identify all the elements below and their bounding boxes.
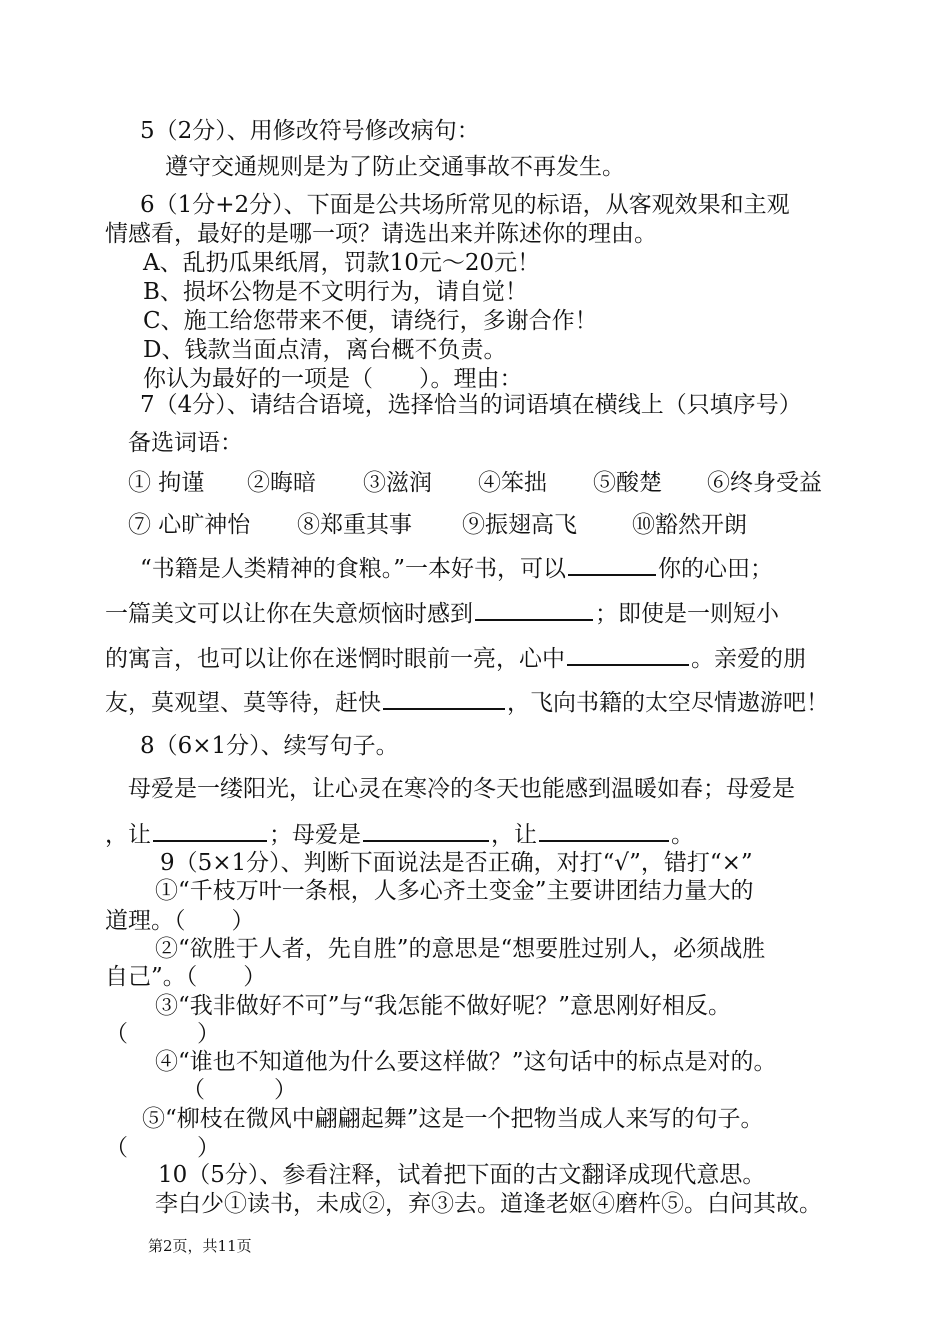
q7-word-9: ⑨振翅高飞 — [462, 512, 577, 538]
q7-title: 7（4分）、请结合语境，选择恰当的词语填在横线上（只填序号） — [140, 392, 802, 418]
q9-item-5-paren: （ ） — [105, 1135, 220, 1161]
q7-passage-text: “书籍是人类精神的食粮。”一本好书，可以 — [140, 556, 567, 582]
q5-sentence: 遵守交通规则是为了防止交通事故不再发生。 — [165, 154, 625, 180]
fill-blank[interactable] — [539, 818, 669, 842]
q8-line-2 — [105, 818, 694, 850]
q8-title: 8（6×1分）、续写句子。 — [140, 733, 399, 759]
q9-item-2-paren: 自己”。（ ） — [105, 964, 267, 990]
q9-item-3-paren: （ ） — [105, 1021, 220, 1047]
q7-word-bank-label: 备选词语： — [128, 430, 243, 456]
q9-item-2: ②“欲胜于人者，先自胜”的意思是“想要胜过别人，必须战胜 — [155, 936, 766, 962]
q7-word-6: ⑥终身受益 — [707, 470, 822, 496]
q7-passage-line-3 — [105, 642, 806, 674]
q7-word-8: ⑧郑重其事 — [297, 512, 412, 538]
q7-passage-text: 一篇美文可以让你在失意烦恼时感到 — [105, 601, 473, 627]
page-footer: 第2页，共11页 — [148, 1237, 252, 1255]
q7-word-4: ④笨拙 — [478, 470, 547, 496]
q6-option-a: A、乱扔瓜果纸屑，罚款10元～20元！ — [143, 250, 541, 276]
q10-title: 10（5分）、参看注释，试着把下面的古文翻译成现代意思。 — [158, 1162, 766, 1188]
q7-word-5: ⑤酸楚 — [593, 470, 662, 496]
fill-blank[interactable] — [383, 686, 505, 710]
q6-answer-prompt: 你认为最好的一项是（ ）。理由： — [143, 366, 523, 392]
q6-option-b: B、损坏公物是不文明行为，请自觉！ — [143, 279, 528, 305]
q7-passage-text: 友，莫观望、莫等待，赶快 — [105, 690, 381, 716]
q8-line-1: 母爱是一缕阳光，让心灵在寒冷的冬天也能感到温暖如春；母爱是 — [128, 776, 795, 802]
q9-item-4-paren: （ ） — [182, 1077, 297, 1103]
q6-title-2: 情感看，最好的是哪一项？请选出来并陈述你的理由。 — [105, 221, 657, 247]
q9-title: 9（5×1分）、判断下面说法是否正确，对打“√”，错打“×” — [160, 850, 753, 876]
q8-text: ，让 — [105, 822, 151, 848]
q10-text: 李白少①读书，未成②，弃③去。道逢老妪④磨杵⑤。白问其故。 — [155, 1191, 822, 1217]
q7-passage-line-4 — [105, 686, 829, 718]
q7-passage-text: 的寓言，也可以让你在迷惘时眼前一亮，心中 — [105, 646, 565, 672]
q9-item-1: ①“千枝万叶一条根，人多心齐土变金”主要讲团结力量大的 — [155, 878, 754, 904]
q7-passage-text: 。亲爱的朋 — [691, 646, 806, 672]
q8-text: 。 — [671, 822, 694, 848]
q7-word-2: ②晦暗 — [247, 470, 316, 496]
fill-blank[interactable] — [567, 642, 689, 666]
q7-word-10: ⑩豁然开朗 — [632, 512, 747, 538]
fill-blank[interactable] — [475, 597, 593, 621]
q9-item-3: ③“我非做好不可”与“我怎能不做好呢？”意思刚好相反。 — [155, 993, 732, 1019]
q6-option-d: D、钱款当面点清，离台概不负责。 — [143, 337, 507, 363]
q7-passage-text: ，飞向书籍的太空尽情遨游吧！ — [507, 690, 829, 716]
q7-passage-text: 你的心田； — [658, 556, 774, 582]
fill-blank[interactable] — [153, 818, 267, 842]
q6-option-c: C、施工给您带来不便，请绕行，多谢合作！ — [143, 308, 598, 334]
q7-word-7: ⑦ 心旷神怡 — [128, 512, 251, 538]
q5-title: 5（2分）、用修改符号修改病句： — [140, 118, 480, 144]
q6-title-1: 6（1分+2分）、下面是公共场所常见的标语，从客观效果和主观 — [140, 192, 790, 218]
fill-blank[interactable] — [363, 818, 489, 842]
q7-word-3: ③滋润 — [363, 470, 432, 496]
q7-passage-text: ；即使是一则短小 — [595, 601, 779, 627]
q9-item-4: ④“谁也不知道他为什么要这样做？”这句话中的标点是对的。 — [155, 1049, 777, 1075]
q7-passage-line-2 — [105, 597, 779, 629]
q8-text: ，让 — [491, 822, 537, 848]
fill-blank[interactable] — [568, 552, 656, 576]
q7-passage-line-1 — [140, 552, 773, 584]
q8-text: ；母爱是 — [269, 822, 361, 848]
q9-item-1-paren: 道理。（ ） — [105, 908, 255, 934]
q7-word-1: ① 拘谨 — [128, 470, 205, 496]
q9-item-5: ⑤“柳枝在微风中翩翩起舞”这是一个把物当成人来写的句子。 — [142, 1106, 764, 1132]
